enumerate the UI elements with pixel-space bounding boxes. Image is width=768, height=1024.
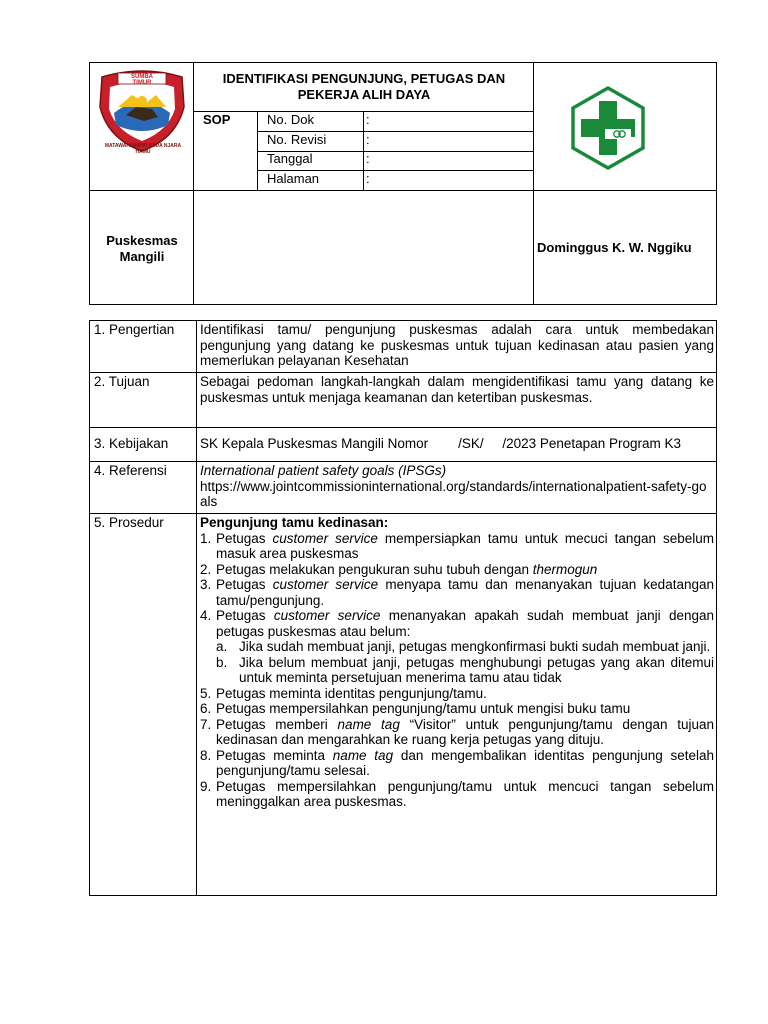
list-item [200, 717, 714, 748]
list-number: 4. [200, 608, 212, 623]
step-text: dan mengembalikan identitas pengunjung setelah pengunjung/tamu selesai. [216, 747, 714, 778]
step-text: Petugas meminta [216, 747, 333, 763]
sop-label: SOP [203, 112, 231, 127]
list-number: b. [216, 654, 228, 670]
list-item [200, 608, 714, 639]
list-number: 7. [200, 716, 212, 732]
list-number: 8. [200, 747, 212, 763]
list-item [200, 701, 714, 717]
list-number: 5. [200, 685, 212, 701]
procedure-cell [197, 514, 717, 896]
step-text: Petugas mempersilahkan pengunjung/tamu untuk mengisi buku tamu [216, 701, 631, 716]
list-number: 2. [200, 561, 212, 577]
step-emphasis: customer service [272, 577, 379, 592]
divider [90, 190, 716, 191]
row-label: 3. Kebijakan [90, 428, 197, 462]
step-text: Petugas [216, 530, 273, 546]
step-text: Petugas [216, 608, 274, 623]
procedure-list [200, 531, 714, 810]
meta-colon: : [366, 112, 370, 127]
list-number: 3. [200, 577, 212, 592]
list-number: a. [216, 639, 228, 654]
step-text: menyapa tamu dan menanyakan tujuan kedatangan tamu/pengunjung. [216, 577, 714, 608]
procedure-heading: Pengunjung tamu kedinasan: [200, 515, 389, 530]
step-text: Jika belum membuat janji, petugas menghubungi petugas yang akan ditemui untuk meminta persetujuan menerima tamu atau tidak [239, 654, 714, 685]
list-item [200, 562, 714, 578]
logo-caption-bottom: MATAWAI AMAHU PADA NJARA HAMU [104, 143, 182, 155]
head-of-office-name: Dominggus K. W. Nggiku [537, 240, 692, 255]
logo-caption-top: SUMBA TIMUR [131, 74, 153, 86]
reference-url: https://www.jointcommissioninternational.org/standards/internationalpatient-safety-goals [200, 478, 707, 509]
step-emphasis: name tag [332, 747, 394, 763]
row-text: SK Kepala Puskesmas Mangili Nomor /SK/ /2023 Penetapan Program K3 [197, 428, 717, 462]
table-row [90, 373, 717, 428]
table-row [90, 321, 717, 373]
header-table [89, 62, 717, 305]
step-text: mempersiapkan tamu untuk mecuci tangan sebelum masuk area puskesmas [216, 530, 714, 561]
divider [363, 111, 364, 191]
table-row [90, 462, 717, 514]
list-item [200, 577, 714, 608]
list-item [200, 748, 714, 779]
meta-label-no-revisi: No. Revisi [267, 132, 327, 147]
organization-name: Puskesmas Mangili [106, 233, 178, 264]
list-item [200, 655, 714, 686]
sop-content-table [89, 320, 717, 896]
row-text [197, 462, 717, 514]
list-item [200, 779, 714, 810]
list-item [200, 531, 714, 562]
step-text: “Visitor” untuk pengunjung/tamu dengan tujuan kedinasan dan mengarahkan ke ruang kerja petugas yang dituju. [216, 716, 714, 747]
step-text: Petugas memberi [216, 716, 338, 732]
row-text: Sebagai pedoman langkah-langkah dalam mengidentifikasi tamu yang datang ke puskesmas untuk menjaga keamanan dan ketertiban puskesmas. [197, 373, 717, 428]
row-label: 1. Pengertian [90, 321, 197, 373]
step-text: Petugas mempersilahkan pengunjung/tamu untuk mencuci tangan sebelum meninggalkan area puskesmas. [216, 778, 714, 809]
meta-label-tanggal: Tanggal [267, 151, 313, 166]
list-item [200, 639, 714, 655]
step-emphasis: customer service [272, 530, 378, 546]
step-emphasis: thermogun [532, 561, 598, 577]
step-text: Petugas meminta identitas pengunjung/tamu. [216, 685, 487, 701]
puskesmas-logo [565, 85, 651, 171]
row-text: Identifikasi tamu/ pengunjung puskesmas adalah cara untuk membedakan pengunjung yang datang ke puskesmas untuk tujuan kedinasan atau pasien yang memerlukan pelayanan Kesehatan [197, 321, 717, 373]
row-label: 2. Tujuan [90, 373, 197, 428]
list-number: 9. [200, 778, 212, 794]
table-row [90, 514, 717, 896]
step-text: menanyakan apakah sudah membuat janji dengan petugas puskesmas atau belum: [216, 608, 715, 639]
meta-label-no-dok: No. Dok [267, 112, 314, 127]
list-number: 6. [200, 701, 212, 716]
document-title: IDENTIFIKASI PENGUNJUNG, PETUGAS DAN PEKERJA ALIH DAYA [222, 71, 506, 102]
list-item [200, 686, 714, 702]
step-emphasis: customer service [273, 608, 381, 623]
divider [257, 111, 258, 191]
step-text: Jika sudah membuat janji, petugas mengkonfirmasi bukti sudah membuat janji. [239, 639, 711, 654]
step-text: Petugas [216, 577, 273, 592]
meta-label-halaman: Halaman [267, 171, 320, 186]
row-label: 4. Referensi [90, 462, 197, 514]
step-emphasis: name tag [337, 716, 400, 732]
reference-title: International patient safety goals (IPSGs) [200, 463, 447, 478]
meta-colon: : [366, 132, 370, 147]
list-number: 1. [200, 530, 212, 546]
step-text: Petugas melakukan pengukuran suhu tubuh dengan [216, 561, 533, 577]
table-row [90, 428, 717, 462]
row-label: 5. Prosedur [90, 514, 197, 896]
meta-colon: : [366, 171, 370, 186]
meta-colon: : [366, 151, 370, 166]
